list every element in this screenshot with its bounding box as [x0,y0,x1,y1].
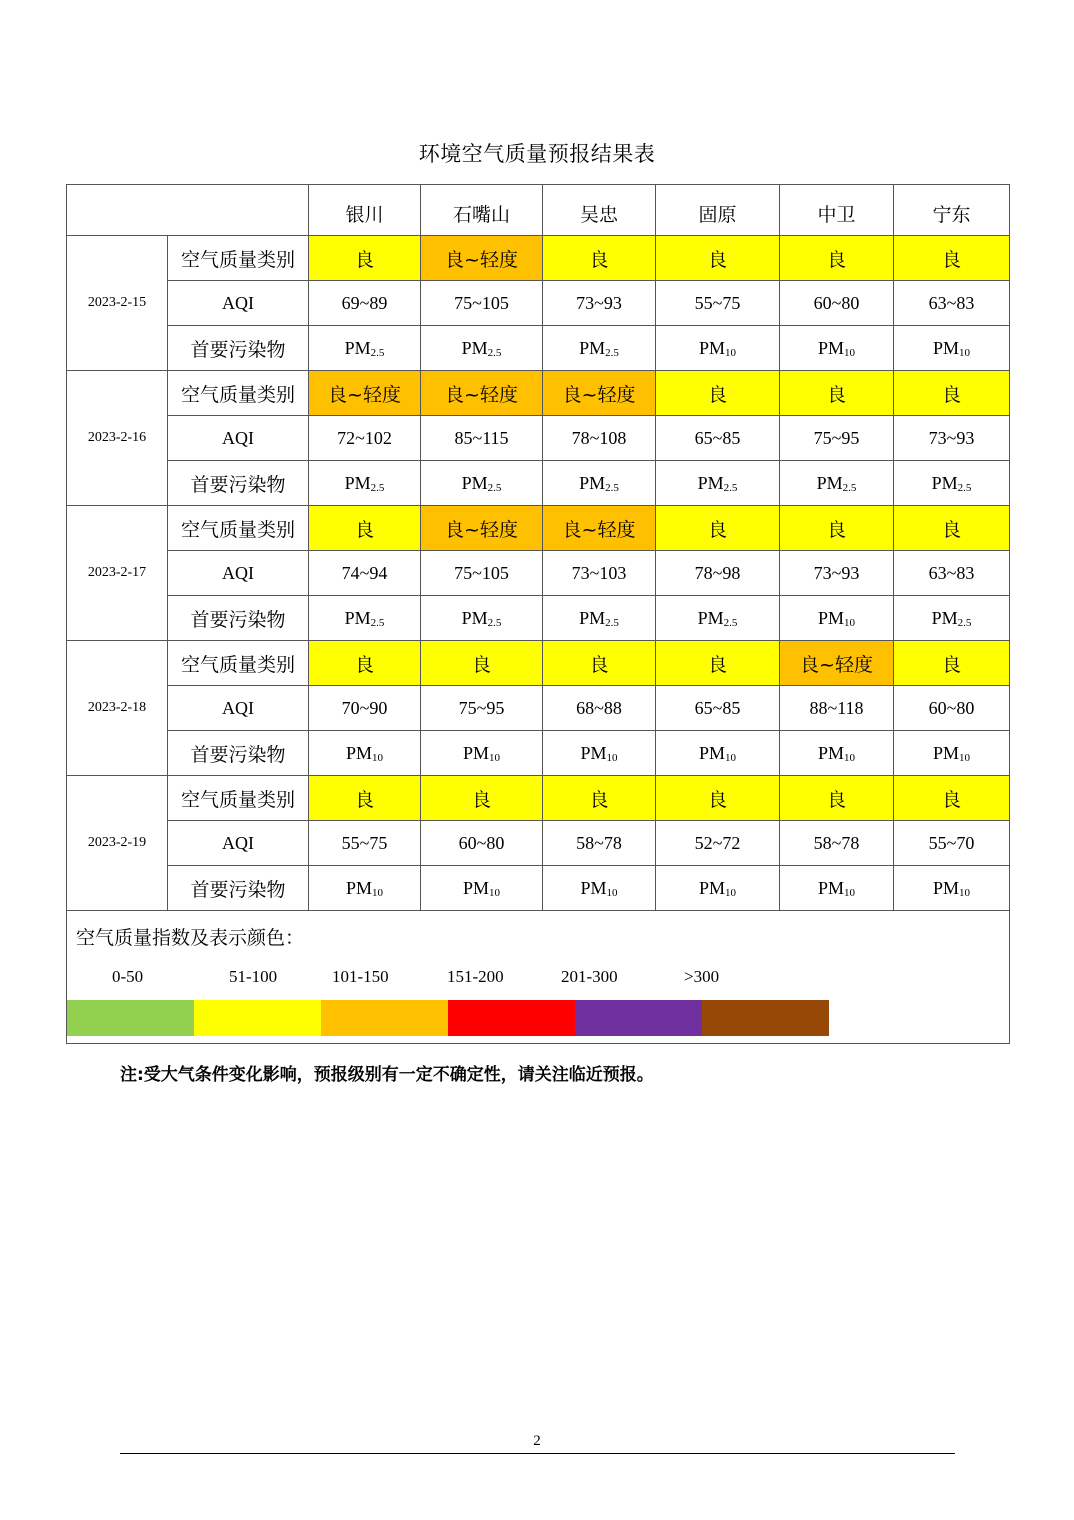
pollutant-cell [421,866,543,911]
row-label-aqi: AQI [168,821,309,866]
pollutant-subscript: 10 [372,886,383,899]
pollutant-subscript: 2.5 [842,481,857,494]
pollutant-name: PM [345,877,372,898]
date-cell: 2023-2-16 [67,371,168,506]
pollutant-cell [309,596,421,641]
pollutant-name: PM [932,877,959,898]
date-cell: 2023-2-18 [67,641,168,776]
pollutant-subscript: 10 [959,346,970,359]
pollutant-subscript: 2.5 [605,616,619,629]
category-row [67,641,1010,686]
pollutant-cell [543,866,656,911]
pollutant-subscript: 10 [725,886,736,899]
pollutant-subscript: 2.5 [370,481,385,494]
category-cell: 良 [894,506,1010,551]
aqi-cell: 58~78 [543,821,656,866]
pollutant-name: PM [698,742,725,763]
page-number: 2 [533,1433,541,1449]
legend-range-label: 151-200 [447,967,504,986]
legend-color-swatch [67,1000,194,1036]
aqi-cell: 75~95 [780,416,894,461]
row-label-pollutant: 首要污染物 [168,461,309,506]
aqi-cell: 70~90 [309,686,421,731]
pollutant-subscript: 2.5 [605,481,619,494]
pollutant-name: PM [461,337,488,358]
pollutant-subscript: 10 [489,751,500,764]
pollutant-subscript: 10 [844,346,855,359]
aqi-cell: 73~93 [780,551,894,596]
legend-color-swatch [575,1000,702,1036]
pollutant-cell [421,461,543,506]
aqi-cell: 85~115 [421,416,543,461]
pollutant-subscript: 2.5 [487,616,502,629]
pollutant-subscript: 10 [372,751,383,764]
pollutant-row [67,461,1010,506]
aqi-cell: 69~89 [309,281,421,326]
category-cell: 良 [421,641,543,686]
pollutant-cell [421,731,543,776]
row-label-category: 空气质量类别 [168,236,309,281]
pollutant-cell [780,596,894,641]
city-header: 固原 [656,185,780,236]
pollutant-subscript: 2.5 [723,616,738,629]
row-label-aqi: AQI [168,551,309,596]
legend-range-label: 201-300 [561,967,618,986]
date-cell: 2023-2-19 [67,776,168,911]
category-cell: 良 [656,641,780,686]
category-cell: 良~轻度 [309,371,421,416]
category-cell: 良 [543,776,656,821]
row-label-pollutant: 首要污染物 [168,731,309,776]
pollutant-subscript: 10 [844,886,855,899]
row-label-pollutant: 首要污染物 [168,866,309,911]
pollutant-name: PM [462,742,489,763]
pollutant-cell [543,596,656,641]
category-cell: 良 [543,236,656,281]
pollutant-cell [543,461,656,506]
category-cell: 良 [656,371,780,416]
city-header: 中卫 [780,185,894,236]
header-corner [67,185,309,236]
aqi-row [67,281,1010,326]
category-cell: 良 [656,506,780,551]
forecast-table [66,184,1010,1044]
category-cell: 良 [309,776,421,821]
aqi-cell: 73~93 [543,281,656,326]
pollutant-cell [309,731,421,776]
row-label-aqi: AQI [168,416,309,461]
pollutant-cell [656,731,780,776]
category-cell: 良 [543,641,656,686]
aqi-row [67,551,1010,596]
pollutant-subscript: 2.5 [957,616,972,629]
category-cell: 良 [780,776,894,821]
category-cell: 良 [780,506,894,551]
pollutant-cell [894,731,1010,776]
category-cell: 良 [780,236,894,281]
category-row [67,236,1010,281]
legend-color-swatch [448,1000,575,1036]
aqi-cell: 52~72 [656,821,780,866]
row-label-category: 空气质量类别 [168,776,309,821]
aqi-cell: 65~85 [656,416,780,461]
city-header: 石嘴山 [421,185,543,236]
pollutant-name: PM [698,337,725,358]
pollutant-name: PM [344,472,371,493]
legend-labels [67,967,827,989]
aqi-cell: 73~93 [894,416,1010,461]
row-label-aqi: AQI [168,686,309,731]
aqi-cell: 58~78 [780,821,894,866]
pollutant-row [67,731,1010,776]
city-header: 吴忠 [543,185,656,236]
category-cell: 良 [894,236,1010,281]
pollutant-name: PM [345,742,372,763]
pollutant-name: PM [817,742,844,763]
pollutant-subscript: 10 [844,616,855,629]
aqi-cell: 65~85 [656,686,780,731]
city-header: 宁东 [894,185,1010,236]
category-cell: 良 [656,236,780,281]
pollutant-name: PM [579,337,606,358]
category-row [67,776,1010,821]
pollutant-name: PM [697,472,724,493]
pollutant-name: PM [580,742,607,763]
category-cell: 良 [894,371,1010,416]
aqi-cell: 78~108 [543,416,656,461]
pollutant-name: PM [932,337,959,358]
category-cell: 良 [309,236,421,281]
pollutant-cell [894,461,1010,506]
aqi-cell: 60~80 [894,686,1010,731]
pollutant-subscript: 10 [725,346,736,359]
pollutant-name: PM [817,877,844,898]
pollutant-cell [780,866,894,911]
pollutant-cell [421,326,543,371]
category-cell: 良~轻度 [543,506,656,551]
category-cell: 良 [780,371,894,416]
legend-color-swatch [702,1000,829,1036]
pollutant-subscript: 2.5 [370,616,385,629]
pollutant-cell [309,461,421,506]
pollutant-cell [894,326,1010,371]
aqi-cell: 75~105 [421,551,543,596]
category-cell: 良 [656,776,780,821]
aqi-cell: 55~75 [656,281,780,326]
pollutant-name: PM [344,607,371,628]
pollutant-cell [656,596,780,641]
pollutant-subscript: 2.5 [723,481,738,494]
category-row [67,506,1010,551]
pollutant-name: PM [931,607,958,628]
pollutant-cell [780,461,894,506]
pollutant-cell [656,866,780,911]
pollutant-name: PM [932,742,959,763]
aqi-cell: 63~83 [894,281,1010,326]
pollutant-cell [780,326,894,371]
aqi-cell: 74~94 [309,551,421,596]
pollutant-row [67,326,1010,371]
pollutant-subscript: 2.5 [605,346,619,359]
note-text: 注:受大气条件变化影响，预报级别有一定不确定性，请关注临近预报。 [120,1065,654,1085]
row-label-category: 空气质量类别 [168,371,309,416]
pollutant-cell [543,326,656,371]
pollutant-name: PM [816,472,843,493]
pollutant-cell [894,596,1010,641]
table-title: 环境空气质量预报结果表 [418,142,656,166]
category-cell: 良~轻度 [421,506,543,551]
category-cell: 良 [421,776,543,821]
pollutant-cell [780,731,894,776]
aqi-cell: 55~75 [309,821,421,866]
legend-title: 空气质量指数及表示颜色： [76,927,305,949]
pollutant-name: PM [462,877,489,898]
legend-color-swatch [321,1000,448,1036]
aqi-cell: 60~80 [780,281,894,326]
pollutant-name: PM [344,337,371,358]
category-cell: 良~轻度 [421,371,543,416]
pollutant-name: PM [461,607,488,628]
aqi-cell: 75~95 [421,686,543,731]
pollutant-subscript: 10 [606,751,618,764]
legend-range-label: >300 [684,967,720,986]
row-label-pollutant: 首要污染物 [168,596,309,641]
category-row [67,371,1010,416]
pollutant-subscript: 10 [489,886,500,899]
row-label-category: 空气质量类别 [168,641,309,686]
category-cell: 良~轻度 [543,371,656,416]
footer-line [120,1453,955,1454]
category-cell: 良 [894,641,1010,686]
pollutant-name: PM [461,472,488,493]
pollutant-subscript: 2.5 [957,481,972,494]
pollutant-name: PM [579,472,606,493]
pollutant-subscript: 2.5 [370,346,385,359]
header-row [67,185,1010,236]
pollutant-row [67,596,1010,641]
pollutant-subscript: 10 [606,886,618,899]
pollutant-name: PM [817,607,844,628]
category-cell: 良 [309,641,421,686]
category-cell: 良 [894,776,1010,821]
pollutant-subscript: 10 [959,751,970,764]
pollutant-subscript: 10 [959,886,970,899]
aqi-cell: 63~83 [894,551,1010,596]
aqi-row [67,686,1010,731]
legend-color-swatch [194,1000,321,1036]
row-label-category: 空气质量类别 [168,506,309,551]
pollutant-cell [656,461,780,506]
aqi-cell: 78~98 [656,551,780,596]
aqi-cell: 75~105 [421,281,543,326]
aqi-row [67,821,1010,866]
pollutant-name: PM [579,607,606,628]
category-cell: 良 [309,506,421,551]
category-cell: 良~轻度 [780,641,894,686]
legend-range-label: 101-150 [332,967,389,986]
pollutant-subscript: 2.5 [487,346,502,359]
aqi-row [67,416,1010,461]
pollutant-subscript: 10 [844,751,855,764]
legend-range-label: 0-50 [112,967,144,986]
pollutant-cell [309,866,421,911]
pollutant-cell [894,866,1010,911]
pollutant-cell [656,326,780,371]
pollutant-name: PM [580,877,607,898]
aqi-cell: 55~70 [894,821,1010,866]
date-cell: 2023-2-17 [67,506,168,641]
aqi-cell: 72~102 [309,416,421,461]
aqi-cell: 60~80 [421,821,543,866]
pollutant-subscript: 10 [725,751,736,764]
pollutant-cell [309,326,421,371]
legend-cell [67,911,1010,1044]
row-label-pollutant: 首要污染物 [168,326,309,371]
pollutant-name: PM [931,472,958,493]
aqi-cell: 73~103 [543,551,656,596]
legend-row [67,911,1010,1044]
category-cell: 良~轻度 [421,236,543,281]
date-cell: 2023-2-15 [67,236,168,371]
row-label-aqi: AQI [168,281,309,326]
aqi-cell: 88~118 [780,686,894,731]
legend-color-bar [67,1000,829,1036]
pollutant-name: PM [697,607,724,628]
pollutant-row [67,866,1010,911]
legend-range-label: 51-100 [229,967,278,986]
pollutant-cell [543,731,656,776]
aqi-cell: 68~88 [543,686,656,731]
pollutant-subscript: 2.5 [487,481,502,494]
pollutant-name: PM [698,877,725,898]
city-header: 银川 [309,185,421,236]
pollutant-name: PM [817,337,844,358]
pollutant-cell [421,596,543,641]
